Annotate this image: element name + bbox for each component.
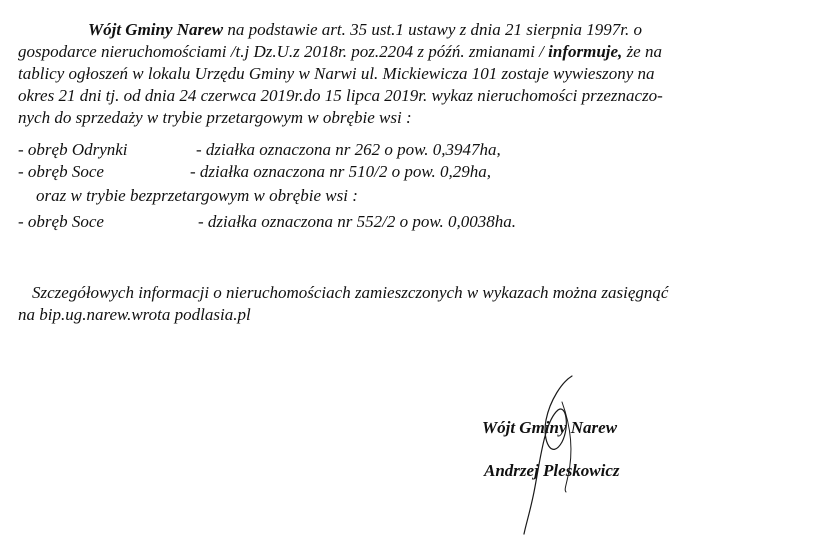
parcel-area: - obręb Soce — [18, 212, 104, 231]
signature-title: Wójt Gminy Narew — [482, 418, 618, 437]
parcel-details: - działka oznaczona nr 262 o pow. 0,3947ha, — [196, 140, 501, 159]
parcel-details: - działka oznaczona nr 552/2 o pow. 0,0038ha. — [198, 212, 516, 231]
intro-line-3: tablicy ogłoszeń w lokalu Urzędu Gminy w Narwi ul. Mickiewicza 101 zostaje wywieszony na — [18, 64, 655, 83]
signature-stroke — [524, 376, 572, 534]
parcel-details: - działka oznaczona nr 510/2 o pow. 0,29ha, — [190, 162, 491, 181]
intro-line-1 — [88, 20, 642, 40]
intro-line-1-text: na podstawie art. 35 ust.1 ustawy z dnia 21 sierpnia 1997r. o — [223, 20, 642, 39]
handwritten-signature — [500, 372, 620, 537]
intro-line-5: nych do sprzedaży w trybie przetargowym w obrębie wsi : — [18, 108, 412, 127]
info-line-2: na bip.ug.narew.wrota podlasia.pl — [18, 305, 251, 324]
informs-keyword: informuje, — [548, 42, 623, 61]
parcel-area: - obręb Odrynki — [18, 140, 128, 159]
parcel-area: - obręb Soce — [18, 162, 104, 181]
intro-line-2-text-b: że na — [622, 42, 662, 61]
intro-line-4: okres 21 dni tj. od dnia 24 czerwca 2019r.do 15 lipca 2019r. wykaz nieruchomości przeznaczo- — [18, 86, 663, 105]
info-line-1: Szczegółowych informacji o nieruchomościach zamieszczonych w wykazach można zasięgnąć — [32, 283, 669, 302]
no-tender-intro: oraz w trybie bezprzetargowym w obrębie wsi : — [36, 186, 358, 205]
intro-line-2-text-a: gospodarce nieruchomościami /t.j Dz.U.z 2018r. poz.2204 z późń. zmianami / — [18, 42, 549, 61]
signature-stroke-2 — [562, 402, 571, 492]
intro-line-2 — [18, 42, 662, 62]
issuer-name: Wójt Gminy Narew — [88, 20, 224, 39]
signature-name: Andrzej Pleskowicz — [484, 461, 620, 480]
